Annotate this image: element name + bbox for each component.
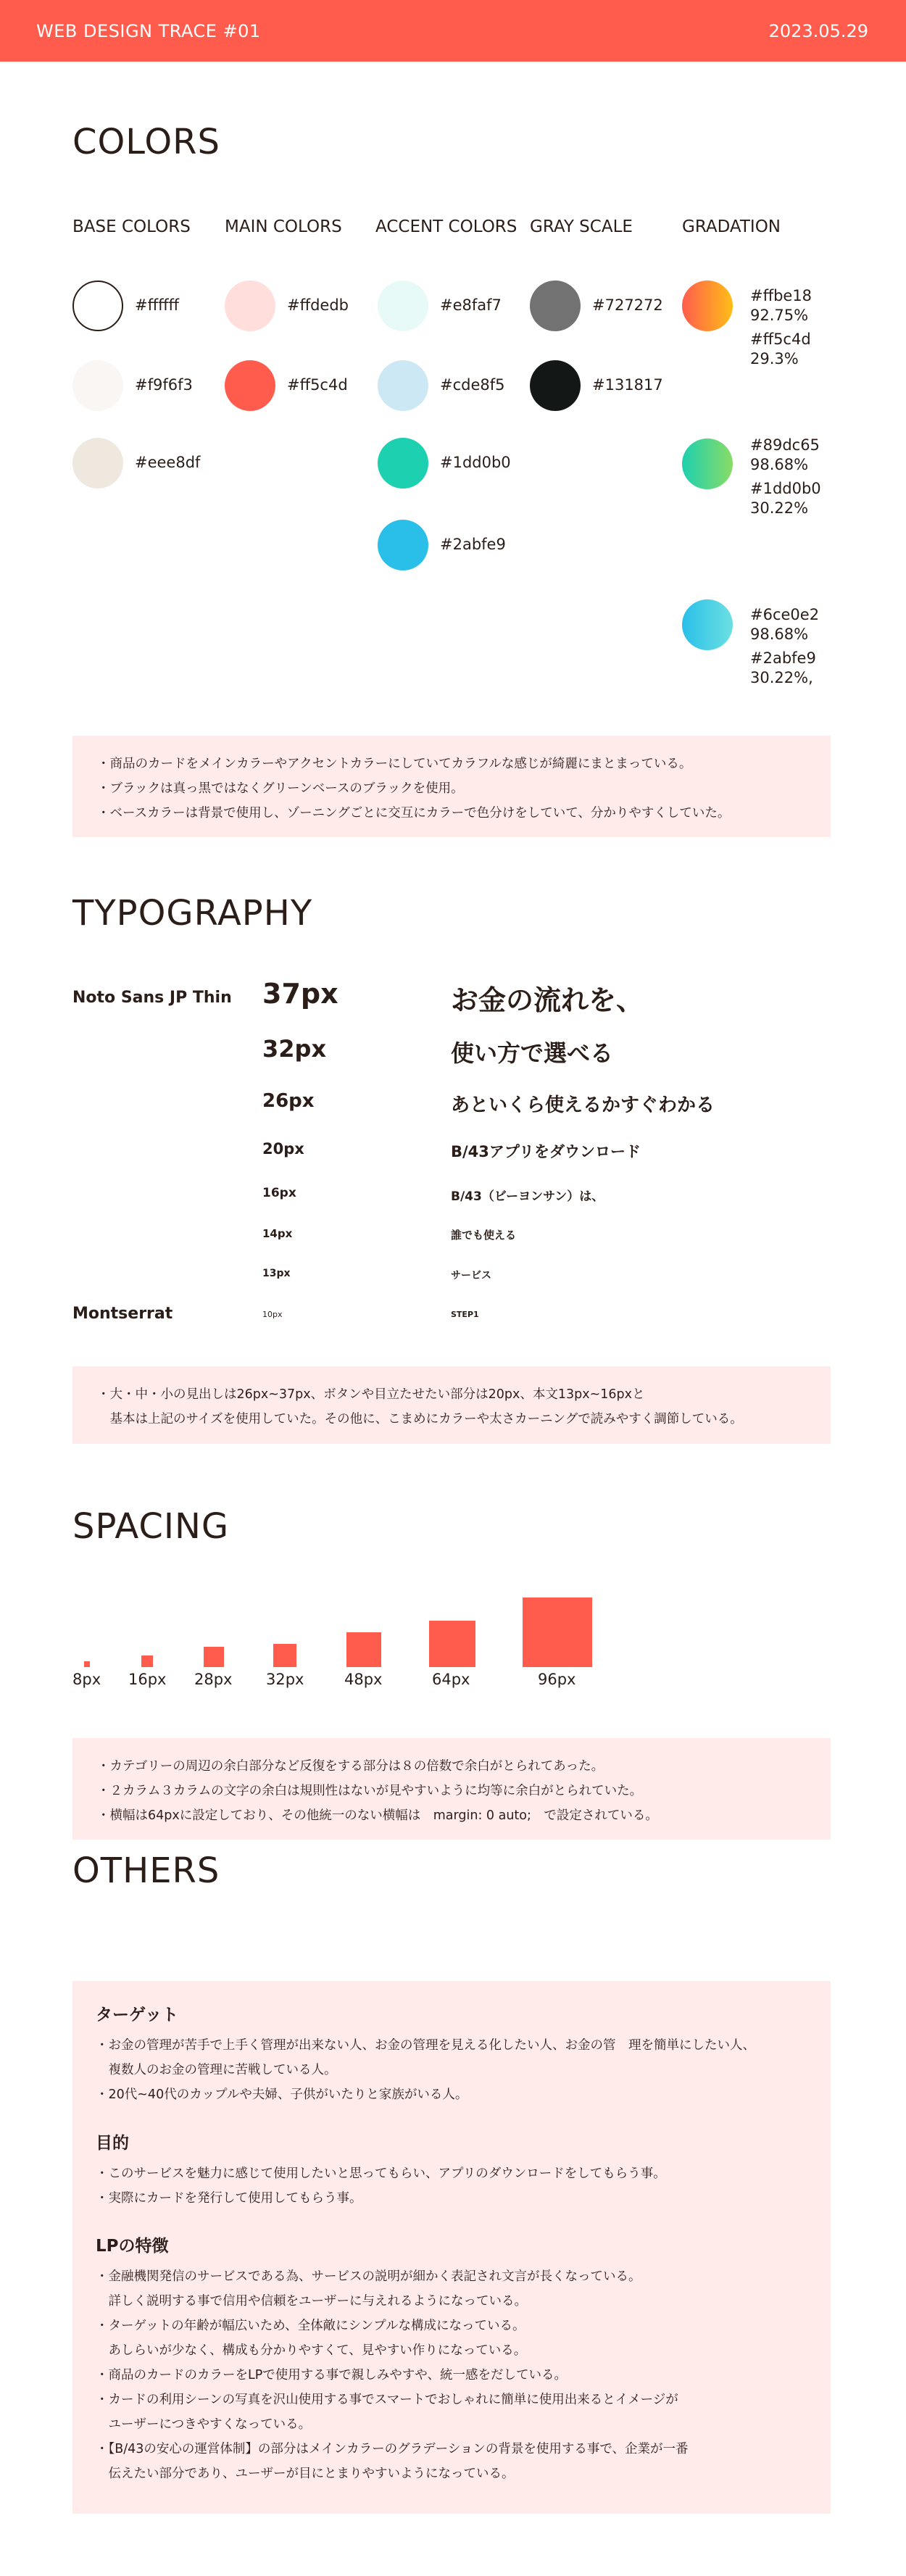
color-hex: #ffffff (135, 296, 180, 314)
type-sample-20: B/43アプリをダウンロード (451, 1143, 641, 1160)
spacing-label-64: 64px (432, 1671, 470, 1688)
type-size-13: 13px (262, 1268, 291, 1279)
others-title: OTHERS (72, 1850, 220, 1891)
col-head-gradation: GRADATION (682, 217, 781, 236)
spacing-square-48 (346, 1632, 381, 1667)
type-sample-32: 使い方で選べる (451, 1039, 614, 1067)
spacing-label-32: 32px (266, 1671, 304, 1688)
gradient-circle (682, 439, 733, 489)
lp-line: ユーザーにつきやすくなっている。 (96, 2417, 312, 2432)
spacing-notes (72, 1738, 831, 1840)
colors-notes (72, 736, 831, 837)
spacing-label-16: 16px (128, 1671, 167, 1688)
spacing-square-96 (523, 1597, 592, 1667)
grad-stop-to: 29.3% (750, 350, 799, 367)
grad-color-to: #1dd0b0 (750, 480, 821, 497)
col-head-accent: ACCENT COLORS (375, 217, 518, 236)
color-circle (530, 360, 581, 411)
target-line: 複数人のお金の管理に苦戦している人。 (96, 2063, 337, 2077)
type-sample-16: B/43（ビーヨンサン）は、 (451, 1189, 604, 1204)
target-line: ・お金の管理が苦手で上手く管理が出来ない人、お金の管理を見える化したい人、お金の管 理を簡単にしたい人、 (96, 2038, 755, 2053)
spacing-label-8: 8px (72, 1671, 101, 1688)
color-circle (378, 438, 428, 489)
note-line: ・２カラム３カラムの文字の余白は規則性はないが見やすいように均等に余白がとられていた。 (97, 1784, 643, 1798)
color-hex: #1dd0b0 (440, 454, 511, 471)
color-circle (225, 281, 275, 331)
lp-line: 伝えたい部分であり、ユーザーが目にとまりやすいようになっている。 (96, 2467, 515, 2481)
grad-stop-from: 98.68% (750, 456, 809, 473)
spacing-square-64 (429, 1621, 475, 1667)
color-circle (72, 438, 123, 489)
note-line: ・ベースカラーは背景で使用し、ゾーニングごとに交互にカラーで色分けをしていて、分かりやすくしていた。 (97, 806, 731, 820)
grad-color-from: #ffbe18 (750, 287, 813, 304)
type-size-26: 26px (262, 1090, 315, 1112)
col-head-gray: GRAY SCALE (530, 217, 633, 236)
note-line: ・大・中・小の見出しは26px~37px、ボタンや目立たせたい部分は20px、本文13px~16pxと (97, 1387, 645, 1402)
spacing-square-32 (273, 1644, 296, 1667)
spacing-label-96: 96px (538, 1671, 576, 1688)
type-size-10: 10px (262, 1310, 283, 1319)
note-line: ・カテゴリーの周辺の余白部分など反復をする部分は８の倍数で余白がとられてあった。 (97, 1759, 604, 1774)
note-line: ・ブラックは真っ黒ではなくグリーンベースのブラックを使用。 (97, 781, 464, 796)
type-sample-14: 誰でも使える (451, 1229, 517, 1242)
grad-stop-to: 30.22% (750, 499, 809, 517)
color-hex: #2abfe9 (440, 536, 506, 553)
lp-line: ・商品のカードのカラーをLPで使用する事で親しみやすや、統一感をだしている。 (96, 2368, 567, 2382)
purpose-line: ・実際にカードを発行して使用してもらう事。 (96, 2191, 362, 2206)
target-heading: ターゲット (96, 2006, 179, 2024)
color-hex: #e8faf7 (440, 296, 502, 314)
color-circle (530, 281, 581, 331)
color-hex: #ff5c4d (287, 376, 348, 394)
target-line: ・20代~40代のカップルや夫婦、子供がいたりと家族がいる人。 (96, 2087, 468, 2102)
header-date: 2023.05.29 (768, 21, 868, 41)
type-size-16: 16px (262, 1186, 296, 1200)
lp-line: 詳しく説明する事で信用や信頼をユーザーに与えれるようになっている。 (96, 2294, 527, 2309)
lp-line: ・カードの利用シーンの写真を沢山使用する事でスマートでおしゃれに簡単に使用出来るとイメージが (96, 2393, 678, 2407)
spacing-label-48: 48px (344, 1671, 383, 1688)
header-title: WEB DESIGN TRACE #01 (36, 21, 261, 41)
note-line: 基本は上記のサイズを使用していた。その他に、こまめにカラーや太さカーニングで読みやすく調節している。 (97, 1412, 743, 1426)
lp-line: ・【B/43の安心の運営体制】の部分はメインカラーのグラデーションの背景を使用する事で、企業が一番 (96, 2442, 689, 2456)
grad-color-from: #6ce0e2 (750, 606, 820, 623)
grad-stop-to: 30.22%, (750, 669, 813, 686)
type-sample-26: あといくら使えるかすぐわかる (451, 1094, 715, 1116)
grad-color-to: #2abfe9 (750, 649, 816, 667)
grad-stop-from: 98.68% (750, 626, 809, 643)
colors-title: COLORS (72, 122, 220, 162)
color-hex: #cde8f5 (440, 376, 505, 394)
color-circle (225, 360, 275, 411)
type-size-32: 32px (262, 1035, 327, 1063)
color-circle (72, 360, 123, 411)
color-hex: #f9f6f3 (135, 376, 193, 394)
font-label-montserrat: Montserrat (72, 1305, 173, 1323)
purpose-heading: 目的 (96, 2134, 129, 2153)
gradient-circle (682, 599, 733, 650)
color-circle (72, 281, 123, 331)
lp-line: ・ターゲットの年齢が幅広いため、全体敵にシンプルな構成になっている。 (96, 2319, 525, 2333)
note-line: ・横幅は64pxに設定しており、その他統一のない横幅は margin: 0 auto; で設定されている。 (97, 1808, 658, 1823)
type-sample-37: お金の流れを、 (451, 984, 644, 1016)
color-circle (378, 520, 428, 570)
lp-heading: LPの特徴 (96, 2237, 169, 2256)
col-head-base: BASE COLORS (72, 217, 191, 236)
spacing-square-8 (84, 1661, 90, 1667)
color-hex: #ffdedb (287, 296, 349, 314)
spacing-title: SPACING (72, 1506, 230, 1547)
lp-line: あしらいが少なく、構成も分かりやすくて、見やすい作りになっている。 (96, 2343, 527, 2358)
color-hex: #727272 (592, 296, 663, 314)
gradient-circle (682, 281, 733, 331)
grad-color-from: #89dc65 (750, 436, 820, 454)
type-size-14: 14px (262, 1227, 293, 1240)
color-hex: #131817 (592, 376, 663, 394)
lp-line: ・金融機関発信のサービスである為、サービスの説明が細かく表記され文言が長くなっている。 (96, 2269, 641, 2284)
type-sample-10: STEP1 (451, 1310, 479, 1319)
typography-title: TYPOGRAPHY (72, 893, 313, 934)
purpose-line: ・このサービスを魅力に感じて使用したいと思ってもらい、アプリのダウンロードをしてもらう事。 (96, 2166, 666, 2181)
color-circle (378, 360, 428, 411)
spacing-label-28: 28px (194, 1671, 233, 1688)
grad-color-to: #ff5c4d (750, 331, 811, 348)
others-box (72, 1981, 831, 2514)
type-size-20: 20px (262, 1140, 304, 1158)
spacing-square-16 (141, 1655, 153, 1667)
grad-stop-from: 92.75% (750, 307, 809, 324)
spacing-square-28 (204, 1647, 224, 1667)
color-circle (378, 281, 428, 331)
typography-notes (72, 1366, 831, 1444)
page-header (0, 0, 906, 62)
type-size-37: 37px (262, 978, 338, 1010)
note-line: ・商品のカードをメインカラーやアクセントカラーにしていてカラフルな感じが綺麗にまとまっている。 (97, 757, 692, 771)
color-hex: #eee8df (135, 454, 201, 471)
font-label-noto: Noto Sans JP Thin (72, 989, 232, 1007)
col-head-main: MAIN COLORS (225, 217, 342, 236)
type-sample-13: サービス (451, 1270, 491, 1281)
